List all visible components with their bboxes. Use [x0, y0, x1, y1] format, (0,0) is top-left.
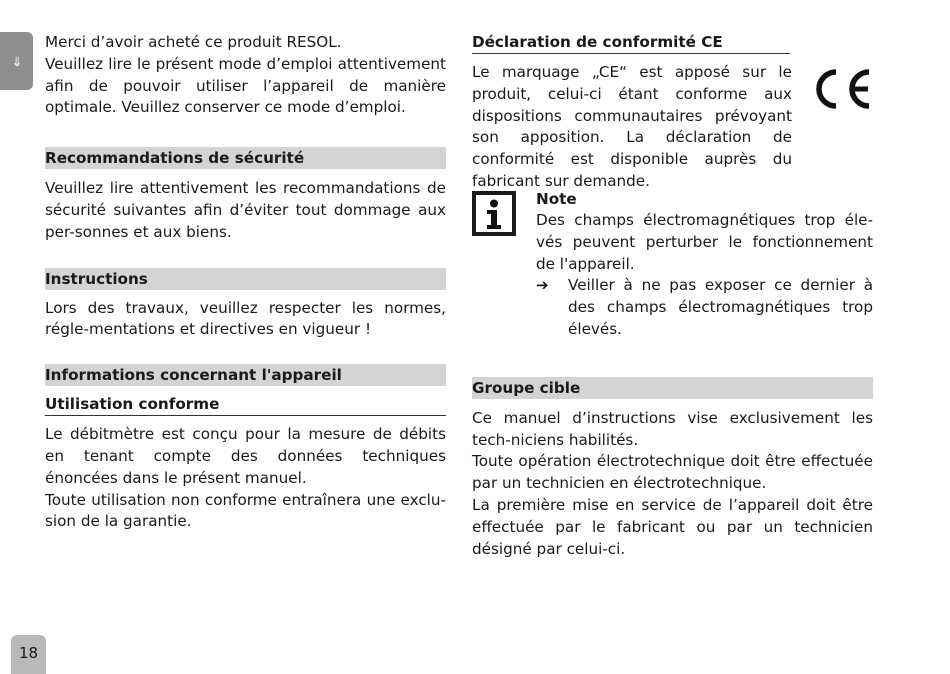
instructions-heading: Instructions [45, 268, 446, 290]
warranty-text: Toute utilisation non conforme entraînera une exclu-sion de la garantie. [45, 490, 446, 531]
language-tab [0, 32, 33, 90]
device-info-heading: Informations concernant l'appareil [45, 364, 446, 386]
instructions-text: Lors des travaux, veuillez respecter les normes, régle-mentations et directives en vigueur ! [45, 298, 446, 339]
intro-line-1: Merci d’avoir acheté ce produit RESOL. [45, 33, 342, 51]
target-text-3: La première mise en service de l’appareil doit être effectuée par le fabricant ou par un technicien désigné par celui-ci. [472, 495, 873, 558]
arrow-icon: ⇒ [9, 55, 24, 67]
note-bullet-text: Veiller à ne pas exposer ce dernier à des champs électromagnétiques trop élevés. [568, 276, 873, 338]
target-text-2: Toute opération électrotechnique doit être effectuée par un technicien en électrotechnique. [472, 452, 873, 493]
note-title: Note [536, 190, 577, 208]
safety-heading: Recommandations de sécurité [45, 147, 446, 169]
note-text: Des champs électromagnétiques trop éle-vés peuvent perturber le fonctionnement de l'appareil. [536, 211, 873, 273]
usage-text: Le débitmètre est conçu pour la mesure de débits en tenant compte des données techniques énoncées dans le présent manuel. [45, 425, 446, 487]
note-bullet [536, 275, 873, 340]
left-column [45, 32, 446, 533]
ce-text: Le marquage „CE“ est apposé sur le produit, celui-ci étant conforme aux dispositions communautaires prévoyant son apposition. La déclaration de conformité est disponible auprès du fabricant sur demande. [472, 63, 792, 190]
info-icon [472, 191, 516, 236]
note-block [536, 188, 873, 341]
ce-mark-icon [814, 68, 872, 110]
page-number: 18 [11, 635, 46, 674]
ce-heading: Déclaration de conformité CE [472, 32, 790, 54]
arrow-right-icon: ➔ [536, 276, 549, 295]
intro-line-2: Veuillez lire le présent mode d’emploi attentivement afin de pouvoir utiliser l’appareil de manière optimale. Veuillez conserver ce mode d’emploi. [45, 54, 446, 117]
safety-text: Veuillez lire attentivement les recommandations de sécurité suivantes afin d’éviter tout dommage aux per-sonnes et aux biens. [45, 179, 446, 241]
usage-heading: Utilisation conforme [45, 394, 446, 416]
target-group-heading: Groupe cible [472, 377, 873, 399]
target-text-1: Ce manuel d’instructions vise exclusivement les tech-niciens habilités. [472, 408, 873, 449]
